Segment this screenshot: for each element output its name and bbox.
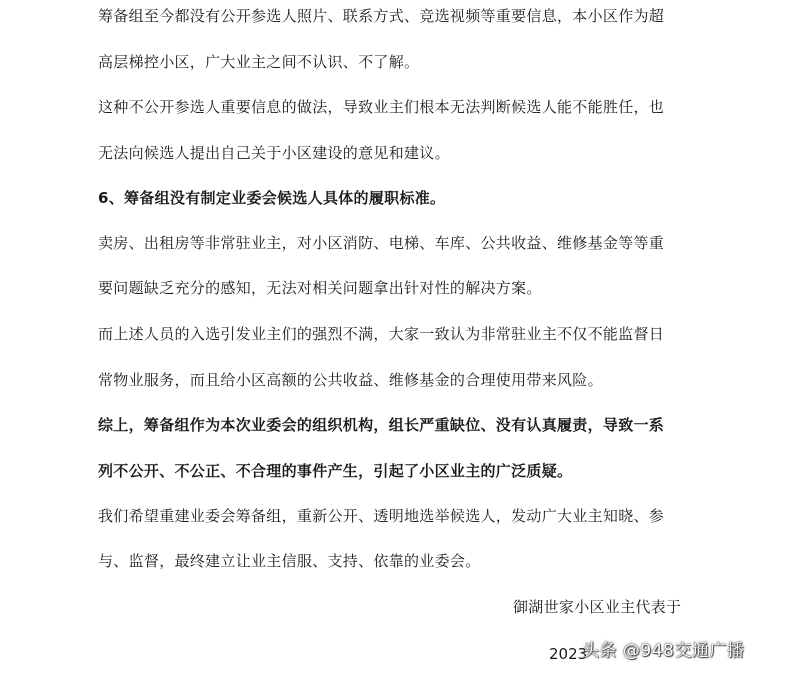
paragraph-line: 我们希望重建业委会筹备组，重新公开、透明地选举候选人，发动广大业主知晓、参: [98, 507, 665, 525]
section-heading: 6、筹备组没有制定业委会候选人具体的履职标准。: [98, 189, 446, 207]
paragraph-line: 要问题缺乏充分的感知，无法对相关问题拿出针对性的解决方案。: [98, 279, 542, 297]
source-watermark: 头条 @948交通广播: [582, 641, 745, 661]
paragraph-line: 这种不公开参选人重要信息的做法，导致业主们根本无法判断候选人能不能胜任，也: [98, 98, 665, 116]
paragraph-line: 与、监督，最终建立让业主信服、支持、依靠的业委会。: [98, 552, 481, 570]
date-line: 2023: [549, 645, 588, 663]
paragraph-line: 常物业服务，而且给小区高额的公共收益、维修基金的合理使用带来风险。: [98, 371, 603, 389]
conclusion-line: 列不公开、不公正、不合理的事件产生，引起了小区业主的广泛质疑。: [98, 462, 573, 480]
signature-line: 御湖世家小区业主代表于: [513, 598, 682, 616]
paragraph-line: 卖房、出租房等非常驻业主，对小区消防、电梯、车库、公共收益、维修基金等等重: [98, 234, 665, 252]
paragraph-line: 无法向候选人提出自己关于小区建设的意见和建议。: [98, 144, 450, 162]
paragraph-line: 高层梯控小区，广大业主之间不认识、不了解。: [98, 53, 420, 71]
conclusion-line: 综上，筹备组作为本次业委会的组织机构，组长严重缺位、没有认真履责，导致一系: [98, 416, 665, 434]
paragraph-line: 筹备组至今都没有公开参选人照片、联系方式、竞选视频等重要信息，本小区作为超: [98, 7, 665, 25]
paragraph-line: 而上述人员的入选引发业主们的强烈不满，大家一致认为非常驻业主不仅不能监督日: [98, 325, 665, 343]
